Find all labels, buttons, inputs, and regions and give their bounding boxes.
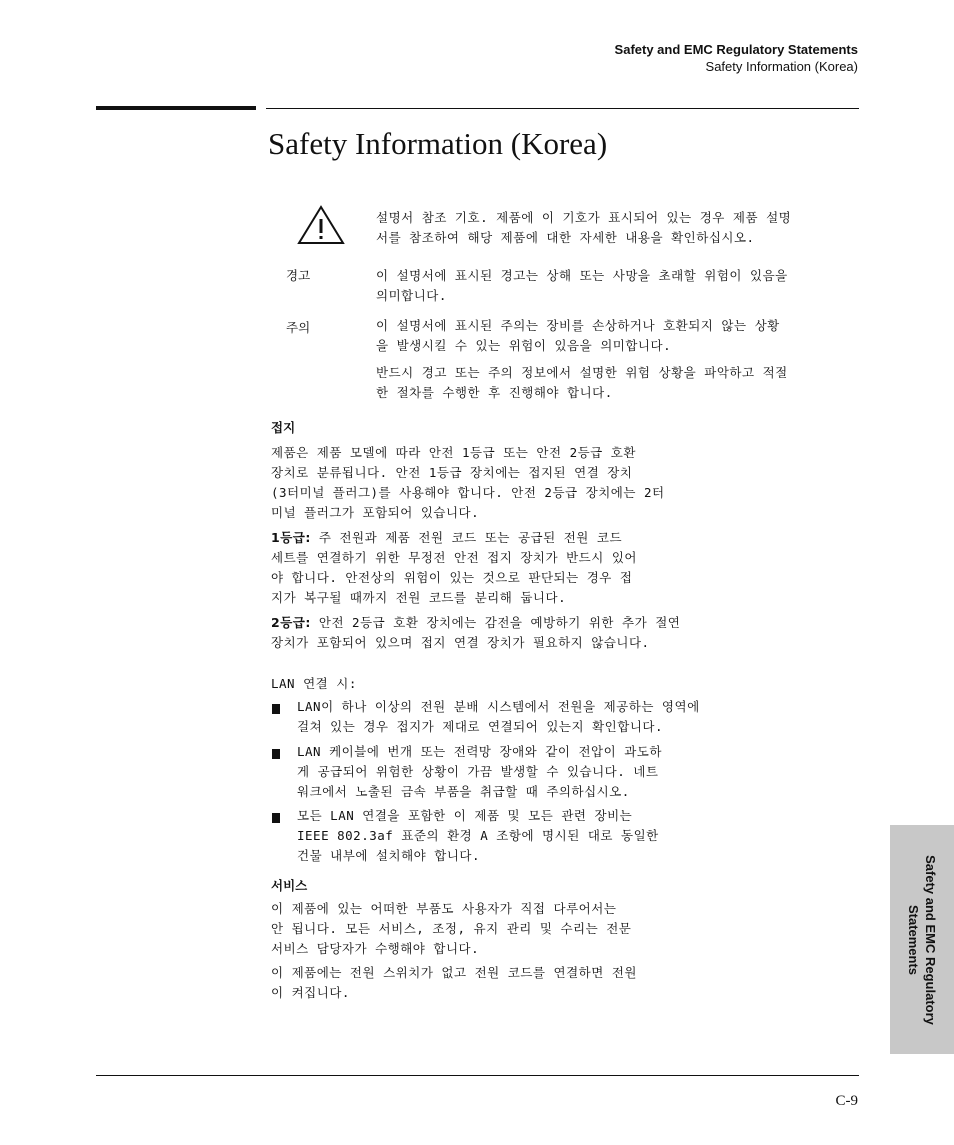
service-heading: 서비스	[271, 878, 308, 893]
grounding-para	[271, 443, 665, 523]
lan-bullet	[297, 697, 700, 737]
grounding-line: (3터미널 플러그)를 사용해야 합니다. 안전 2등급 장치에는 2터	[271, 485, 665, 500]
class2-line: 장치가 포함되어 있으며 접지 연결 장치가 필요하지 않습니다.	[271, 635, 650, 650]
class2-line: 안전 2등급 호환 장치에는 감전을 예방하기 위한 추가 절연	[310, 615, 681, 630]
class2-label: 2등급:	[271, 615, 311, 630]
class1-line: 세트를 연결하기 위한 무정전 안전 접지 장치가 반드시 있어	[271, 550, 638, 565]
grounding-line: 제품은 제품 모델에 따라 안전 1등급 또는 안전 2등급 호환	[271, 445, 636, 460]
class1-line: 주 전원과 제품 전원 코드 또는 공급된 전원 코드	[310, 530, 623, 545]
running-header-section: Safety Information (Korea)	[705, 59, 858, 74]
side-tab-line: Safety and EMC Regulatory	[923, 855, 938, 1025]
caution-label: 주의	[286, 320, 311, 335]
service-para	[271, 963, 637, 1003]
service-line: 이 제품에 있는 어떠한 부품도 사용자가 직접 다루어서는	[271, 901, 617, 916]
class1-para	[271, 528, 637, 608]
caution-line: 이 설명서에 표시된 주의는 장비를 손상하거나 호환되지 않는 상황	[376, 318, 780, 333]
class1-label: 1등급:	[271, 530, 311, 545]
bullet-marker	[272, 704, 280, 714]
lan-bullet-line: 모든 LAN 연결을 포함한 이 제품 및 모든 관련 장비는	[297, 808, 633, 823]
bullet-marker	[272, 813, 280, 823]
lan-bullet-line: 걸쳐 있는 경우 접지가 제대로 연결되어 있는지 확인합니다.	[297, 719, 664, 734]
header-rule-thin	[266, 108, 859, 109]
symbol-note	[376, 208, 791, 248]
footer-rule	[96, 1075, 859, 1076]
service-line: 이 제품에는 전원 스위치가 없고 전원 코드를 연결하면 전원	[271, 965, 638, 980]
service-line: 이 켜집니다.	[271, 985, 350, 1000]
lan-bullet-line: IEEE 802.3af 표준의 환경 A 조항에 명시된 대로 동일한	[297, 828, 659, 843]
lan-bullet-line: LAN이 하나 이상의 전원 분배 시스템에서 전원을 제공하는 영역에	[297, 699, 700, 714]
class1-line: 지가 복구될 때까지 전원 코드를 분리해 둡니다.	[271, 590, 567, 605]
page-title: Safety Information (Korea)	[268, 126, 608, 161]
header-rule-thick	[96, 106, 256, 110]
chapter-side-tab-label	[905, 855, 939, 1025]
caution-note	[376, 363, 788, 403]
lan-bullet-line: 워크에서 노출된 금속 부품을 취급할 때 주의하십시오.	[297, 784, 630, 799]
page-number: C-9	[835, 1093, 858, 1109]
caution-note-line: 반드시 경고 또는 주의 정보에서 설명한 위험 상황을 파악하고 적절	[376, 365, 788, 380]
warning-line: 의미합니다.	[376, 288, 447, 303]
caution-text	[376, 316, 780, 356]
caution-line: 을 발생시킬 수 있는 위험이 있음을 의미합니다.	[376, 338, 672, 353]
bullet-marker	[272, 749, 280, 759]
grounding-line: 미널 플러그가 포함되어 있습니다.	[271, 505, 480, 520]
running-header-chapter: Safety and EMC Regulatory Statements	[614, 42, 858, 57]
class2-para	[271, 613, 680, 653]
symbol-note-line: 서를 참조하여 해당 제품에 대한 자세한 내용을 확인하십시오.	[376, 230, 755, 245]
lan-bullet	[297, 806, 659, 866]
side-tab-line: Statements	[906, 904, 921, 976]
warning-text	[376, 266, 788, 306]
lan-bullet-line: 건물 내부에 설치해야 합니다.	[297, 848, 481, 863]
caution-note-line: 한 절차를 수행한 후 진행해야 합니다.	[376, 385, 613, 400]
warning-triangle-icon	[297, 205, 345, 245]
grounding-heading: 접지	[271, 420, 296, 435]
service-para	[271, 899, 631, 959]
warning-label: 경고	[286, 268, 311, 283]
class1-line: 야 합니다. 안전상의 위험이 있는 것으로 판단되는 경우 접	[271, 570, 633, 585]
lan-bullet	[297, 742, 662, 802]
service-line: 안 됩니다. 모든 서비스, 조정, 유지 관리 및 수리는 전문	[271, 921, 632, 936]
lan-bullet-line: LAN 케이블에 번개 또는 전력망 장애와 같이 전압이 과도하	[297, 744, 662, 759]
lan-intro: LAN 연결 시:	[271, 676, 357, 691]
symbol-note-line: 설명서 참조 기호. 제품에 이 기호가 표시되어 있는 경우 제품 설명	[376, 210, 792, 225]
warning-line: 이 설명서에 표시된 경고는 상해 또는 사망을 초래할 위험이 있음을	[376, 268, 788, 283]
lan-bullet-line: 게 공급되어 위험한 상황이 가끔 발생할 수 있습니다. 네트	[297, 764, 659, 779]
grounding-line: 장치로 분류됩니다. 안전 1등급 장치에는 접지된 연결 장치	[271, 465, 633, 480]
service-line: 서비스 담당자가 수행해야 합니다.	[271, 941, 480, 956]
